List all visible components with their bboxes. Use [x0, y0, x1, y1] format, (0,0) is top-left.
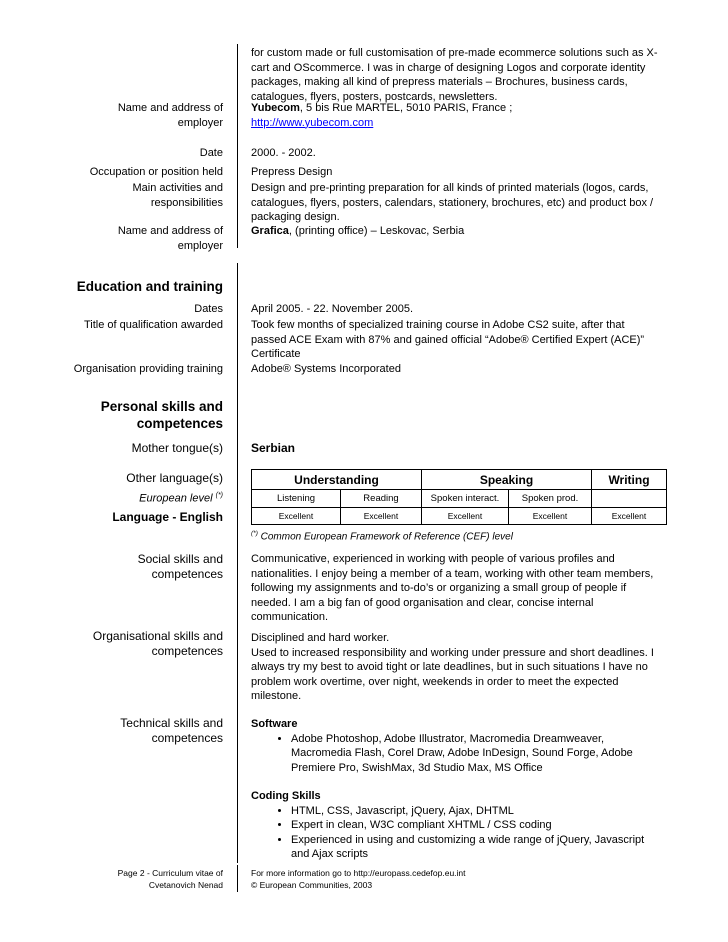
software-list — [251, 732, 661, 776]
european-level-footnote: (*) — [215, 492, 223, 499]
footer-name-line: Cvetanovich Nenad — [148, 880, 223, 890]
social-skills-value: Communicative, experienced in working with people of various profiles and nationalities. I enjoy being a member of a team, working with other team members, following my assignments and to-do’s or organizing a small group of people if needed. I am a big fan of good organisation and clear, concise internal communication. — [251, 553, 654, 623]
occupation-value: Prepress Design — [251, 166, 333, 178]
employer-details: , (printing office) – Leskovac, Serbia — [288, 225, 465, 237]
technical-skills-value — [251, 717, 661, 862]
education-dates: April 2005. - 22. November 2005. — [251, 303, 414, 315]
language-levels-table — [251, 469, 667, 525]
cef-text: Common European Framework of Reference (CEF) level — [260, 531, 513, 543]
activities-label: Main activities and responsibilities — [132, 182, 223, 209]
level-listening: Excellent — [252, 508, 341, 525]
cef-note — [251, 527, 661, 545]
table-cell-empty — [592, 490, 667, 508]
section-heading-personal-skills: Personal skills and competences — [100, 399, 223, 431]
job-description-continued: for custom made or full customisation of pre-made ecommerce solutions such as X-cart and OScommerce. I was in charge of designing Logos and corporate identity packages, making all kind of prepress materials – Brochures, business cards, catalogues, flyers, posters, postcards, newsletters. — [251, 47, 658, 103]
footer-page-line: Page 2 - Curriculum vitae of — [117, 868, 223, 878]
software-title: Software — [251, 718, 298, 730]
column-divider — [237, 263, 238, 863]
occupation-label: Occupation or position held — [89, 166, 223, 178]
organisation-value: Adobe® Systems Incorporated — [251, 363, 401, 375]
level-spoken-interaction: Excellent — [422, 508, 509, 525]
footer-copyright: © European Communities, 2003 — [251, 880, 373, 890]
column-divider — [237, 44, 238, 248]
dates-label: Dates — [194, 303, 223, 315]
other-languages-label: Other language(s) — [126, 471, 223, 485]
coding-skill-item: • Experienced in using and customizing a wide range of jQuery, Javascript and Ajax scripts — [291, 833, 661, 862]
employer-address: , 5 bis Rue MARTEL, 5010 PARIS, France ; — [299, 102, 513, 114]
employer-yubecom — [251, 101, 661, 130]
date-label: Date — [199, 147, 223, 159]
footer-page-info — [83, 867, 223, 891]
technical-skills-label: Technical skills and competences — [120, 716, 223, 745]
european-level-label — [139, 489, 223, 506]
organisational-skills-line-1: Disciplined and hard worker. — [251, 632, 390, 644]
job-date: 2000. - 2002. — [251, 147, 316, 159]
mother-tongue-label: Mother tongue(s) — [131, 441, 223, 455]
table-header-understanding: Understanding — [252, 470, 422, 490]
cef-footnote-marker: (*) — [251, 530, 258, 537]
table-subheader-listening: Listening — [252, 490, 341, 508]
section-heading-education: Education and training — [76, 279, 223, 294]
employer-name: Yubecom — [251, 102, 300, 114]
table-subheader-spoken-production: Spoken prod. — [509, 490, 592, 508]
organisation-label: Organisation providing training — [73, 363, 223, 375]
employer-website-link[interactable]: http://www.yubecom.com — [251, 116, 374, 129]
european-level-text: European level — [139, 492, 213, 505]
organisational-skills-value — [251, 631, 661, 704]
social-skills-label: Social skills and competences — [137, 552, 223, 581]
coding-skills-title: Coding Skills — [251, 790, 321, 802]
qualification-label: Title of qualification awarded — [83, 319, 223, 331]
level-writing: Excellent — [592, 508, 667, 525]
organisational-skills-line-2: Used to increased responsibility and working under pressure and short deadlines. I always try my best to avoid tight or late deadlines, but in such situations I have no problem work overtime, over night, weekends in order to meet the expected milestone. — [251, 646, 654, 702]
employer-label: Name and address of employer — [117, 225, 223, 252]
table-subheader-reading: Reading — [341, 490, 422, 508]
activities-value: Design and pre-printing preparation for all kinds of printed materials (logos, cards, catalogues, flyers, posters, calendars, stationery, brochures, etc) and product box / packaging design. — [251, 182, 654, 223]
level-spoken-production: Excellent — [509, 508, 592, 525]
employer-grafica — [251, 224, 661, 239]
table-header-speaking: Speaking — [422, 470, 592, 490]
footer-more-info: For more information go to http://europass.cedefop.eu.int — [251, 868, 466, 878]
qualification-value: Took few months of specialized training course in Adobe CS2 suite, after that passed ACE Exam with 87% and gained official “Adobe® Certified Expert (ACE)” Certificate — [251, 319, 645, 360]
table-subheader-spoken-interaction: Spoken interact. — [422, 490, 509, 508]
employer-name: Grafica — [251, 225, 289, 237]
footer-info — [251, 867, 466, 891]
mother-tongue-value: Serbian — [251, 441, 296, 455]
coding-skills-list — [251, 804, 661, 862]
column-divider — [237, 865, 238, 892]
software-list-item: • Adobe Photoshop, Adobe Illustrator, Macromedia Dreamweaver, Macromedia Flash, Corel Draw, Adobe InDesign, Sound Forge, Adobe Premiere Pro, SwishMax, 3d Studio Max, MS Office — [291, 732, 661, 776]
employer-label: Name and address of employer — [117, 102, 223, 129]
table-header-writing: Writing — [592, 470, 667, 490]
language-english-label: Language - English — [112, 510, 223, 524]
organisational-skills-label: Organisational skills and competences — [92, 629, 223, 658]
level-reading: Excellent — [341, 508, 422, 525]
coding-skill-item: • HTML, CSS, Javascript, jQuery, Ajax, DHTML — [291, 804, 661, 819]
coding-skill-item: • Expert in clean, W3C compliant XHTML / CSS coding — [291, 818, 661, 833]
